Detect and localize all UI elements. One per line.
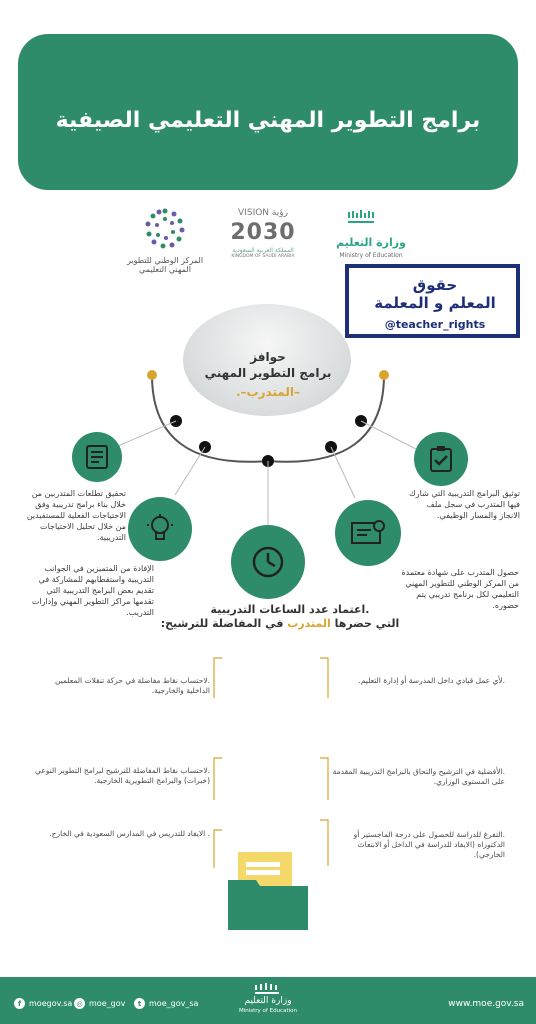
- vision-year: 2030: [230, 220, 296, 245]
- folder-icon: [228, 850, 308, 930]
- certificate-circle: [335, 500, 401, 566]
- item-mid-left: الإفادة من المتميزين في الجوانب التدريبية واستقطابهم للمشاركة في تقديم بعض البرامج التدريبية التي تقدمها مراكز التطوير المهني وإدارات التدريب.: [31, 564, 154, 617]
- hours-highlight: المتدرب: [287, 617, 331, 630]
- hours-pre: التي حضرها: [330, 617, 400, 630]
- point-l2: .لاحتساب نقاط المفاضلة للترشيح لبرامج التطوير النوعي (خبرات) والبرامج التطويرية الخارجية.: [35, 766, 210, 785]
- checklist-icon: [85, 444, 109, 470]
- vision-top: VISION رؤية: [238, 208, 288, 218]
- point-l1: .لاحتساب نقاط مفاضلة في حركة تنقلات المعلمين الداخلية والخارجية.: [55, 676, 210, 695]
- clock-circle: [231, 525, 305, 599]
- checklist-circle: [72, 432, 122, 482]
- certificate-icon: [351, 520, 385, 546]
- teacher-rights-line1: حقوق: [412, 276, 458, 294]
- facebook-handle[interactable]: moegov.sa: [29, 999, 73, 1008]
- center-logo-icon: [140, 205, 190, 253]
- vision-kingdom-ar: المملكة العربية السعودية: [232, 247, 294, 254]
- hours-heading-line1: .اعتماد عدد الساعات التدريبية: [210, 603, 370, 616]
- instagram-icon[interactable]: ◎: [74, 998, 85, 1009]
- footer-moe-logo-icon: [253, 983, 283, 995]
- footer-website[interactable]: www.moe.gov.sa: [448, 999, 524, 1009]
- hours-heading-line2: [145, 617, 415, 630]
- footer-ministry-en: Ministry of Education: [238, 1008, 297, 1014]
- teacher-rights-handle: @teacher_rights: [384, 318, 486, 331]
- point-r2: .الأفضلية في الترشيح والتحاق بالبرامج التدريبية المقدمة على المستوى الوزاري.: [332, 767, 505, 786]
- page-title: برامج التطوير المهني التعليمي الصيفية: [55, 108, 481, 133]
- twitter-icon[interactable]: t: [134, 998, 145, 1009]
- point-r1: .لأي عمل قيادي داخل المدرسة أو إدارة التعليم.: [358, 676, 505, 685]
- lightbulb-icon: [147, 514, 173, 544]
- item-top-left: تحقيق تطلعات المتدربين من خلال بناء برامج تدريبية وفق الاحتياجات الفعلية للمستفيدين من خلال تحليل الاحتياجات التدريبية.: [26, 489, 126, 542]
- footer-ministry-ar: وزارة التعليم: [244, 996, 292, 1006]
- incentives-trainee: –المتدرب–.: [235, 385, 301, 399]
- clipboard-circle: [414, 432, 468, 486]
- instagram-handle[interactable]: moe_gov: [89, 999, 126, 1008]
- point-l3: . الايفاد للتدريس في المدارس السعودية في الخارج.: [49, 829, 210, 838]
- center-logo-name: المركز الوطني للتطوير المهني التعليمي: [126, 256, 204, 274]
- clock-icon: [251, 545, 285, 579]
- moe-name-ar: وزارة التعليم: [336, 236, 406, 249]
- teacher-rights-line2: المعلم و المعلمة: [374, 294, 496, 312]
- facebook-icon[interactable]: f: [14, 998, 25, 1009]
- item-top-right: توثيق البرامج التدريبية التي شارك فيها المتدرب في سجل ملف الانجاز والمسار الوظيفي.: [409, 489, 520, 520]
- incentives-subtitle: برامج التطوير المهني: [204, 366, 332, 380]
- clipboard-check-icon: [428, 445, 454, 473]
- incentives-title: حوافز: [250, 350, 286, 364]
- point-r3: .التفرغ للدراسة للحصول على درجة الماجستير أو الدكتوراه (الايفاد للدراسة في الداخل أو الابتعاث الخارجي).: [353, 830, 505, 859]
- vision-kingdom-en: KINGDOM OF SAUDI ARABIA: [231, 254, 295, 259]
- moe-logo-icon: [346, 210, 376, 230]
- twitter-handle[interactable]: moe_gov_sa: [149, 999, 199, 1008]
- lightbulb-circle: [128, 497, 192, 561]
- hours-post: في المفاضلة للترشيح:: [160, 617, 288, 630]
- item-mid-right: حصول المتدرب على شهادة معتمدة من المركز الوطني للتطوير المهني التعليمي لكل برنامج تدريبي يتم حضوره.: [401, 568, 519, 610]
- moe-name-en: Ministry of Education: [339, 252, 403, 259]
